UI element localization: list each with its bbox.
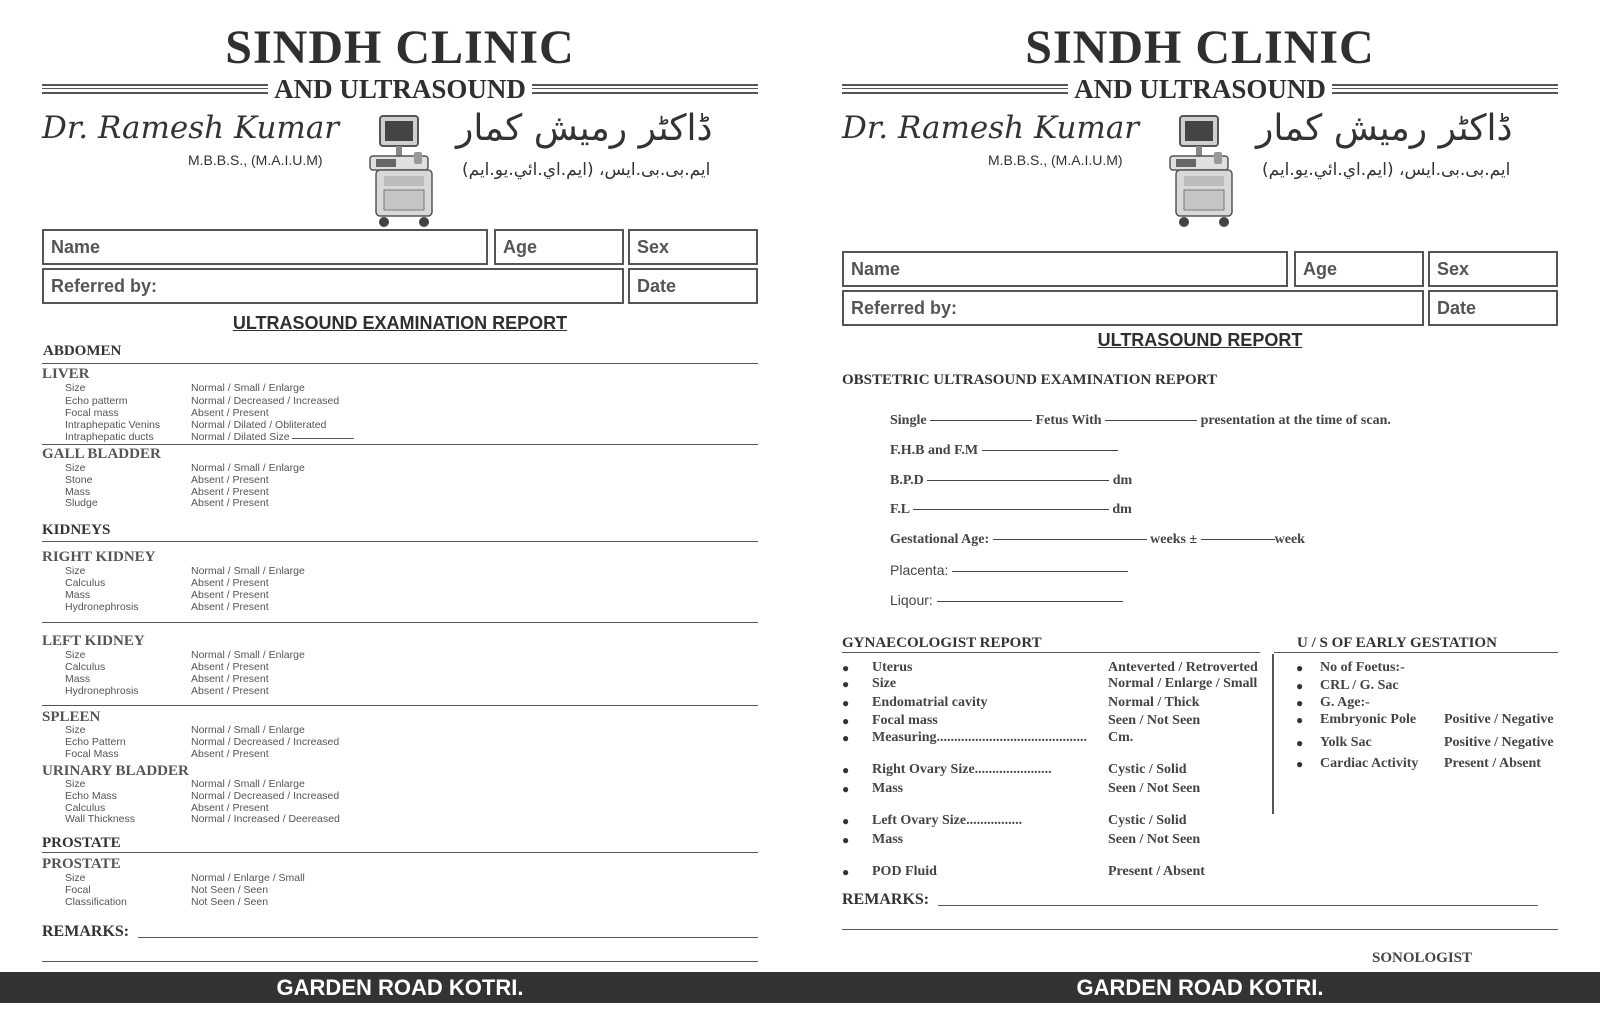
remarks-input-line[interactable] xyxy=(138,937,758,938)
gall-bladder-title: GALL BLADDER xyxy=(42,446,161,462)
divider xyxy=(842,84,1068,94)
row-value: Normal / Small / Enlarge xyxy=(191,724,305,736)
obstetric-row-placenta xyxy=(890,562,1128,578)
row-value: Normal / Dilated Size xyxy=(191,431,290,443)
remarks-input-line[interactable] xyxy=(42,961,758,962)
bullet-icon: ● xyxy=(842,782,850,796)
gestational-age-label: Gestational Age: xyxy=(890,532,990,547)
clinic-subtitle-row xyxy=(42,74,758,104)
obstetric-title: OBSTETRIC ULTRASOUND EXAMINATION REPORT xyxy=(842,372,1217,388)
row-label: Focal mass xyxy=(65,407,119,419)
row-value: Normal / Decreased / Increased xyxy=(191,736,340,748)
list-item xyxy=(842,762,1262,780)
bpd-label: B.P.D xyxy=(890,473,924,488)
weeks-label: weeks ± xyxy=(1150,532,1198,547)
ultrasound-machine-icon xyxy=(366,114,444,235)
list-item xyxy=(1296,756,1558,774)
gynae-item-value: Present / Absent xyxy=(1108,864,1205,879)
footer-address: GARDEN ROAD KOTRI. xyxy=(800,972,1600,1003)
obstetric-row-liquor xyxy=(890,592,1123,608)
report-title: ULTRASOUND REPORT xyxy=(1097,330,1303,350)
early-item-label: G. Age:- xyxy=(1320,695,1370,710)
row-label: Hydronephrosis xyxy=(65,685,139,697)
gynae-item-label: Mass xyxy=(872,781,904,796)
gynae-item-value: Seen / Not Seen xyxy=(1108,713,1201,728)
row-label: Hydronephrosis xyxy=(65,601,139,613)
row-value: Normal / Small / Enlarge xyxy=(191,649,305,661)
row-label: Mass xyxy=(65,673,91,685)
spleen-section xyxy=(0,709,800,761)
section-kidneys: KIDNEYS xyxy=(42,522,111,538)
week-label: week xyxy=(1274,532,1305,547)
prostate-section xyxy=(0,856,800,908)
sex-field[interactable]: Sex xyxy=(628,229,758,265)
fhb-input-line[interactable] xyxy=(982,450,1118,451)
gynae-item-label: Endomatrial cavity xyxy=(872,695,988,710)
list-item xyxy=(842,832,1262,850)
list-item xyxy=(1296,712,1558,730)
gynae-item-value: Seen / Not Seen xyxy=(1108,781,1201,796)
single-input-line[interactable] xyxy=(930,420,1032,421)
row-label: Classification xyxy=(65,896,127,908)
divider xyxy=(42,622,758,623)
bullet-icon: ● xyxy=(842,814,850,828)
early-item-label: Cardiac Activity xyxy=(1320,756,1419,771)
row-label: Size xyxy=(65,382,86,394)
footer-address: GARDEN ROAD KOTRI. xyxy=(0,972,800,1003)
bullet-icon: ● xyxy=(842,714,850,728)
row-label: Echo Mass xyxy=(65,790,117,802)
bullet-icon: ● xyxy=(842,661,850,675)
gynae-item-value: Seen / Not Seen xyxy=(1108,832,1201,847)
list-item xyxy=(842,730,1262,748)
row-label: Size xyxy=(65,565,86,577)
bullet-icon: ● xyxy=(842,833,850,847)
urinary-bladder-title: URINARY BLADDER xyxy=(42,763,189,779)
row-value: Normal / Small / Enlarge xyxy=(191,565,305,577)
list-item xyxy=(842,864,1262,882)
gynae-title: GYNAECOLOGIST REPORT xyxy=(842,635,1042,651)
dm-unit: dm xyxy=(1112,473,1133,488)
obstetric-row-single xyxy=(890,413,1391,429)
right-kidney-section xyxy=(0,549,800,613)
date-field[interactable]: Date xyxy=(628,268,758,304)
row-value: Absent / Present xyxy=(191,685,269,697)
row-value: Absent / Present xyxy=(191,673,269,685)
row-value: Not Seen / Seen xyxy=(191,884,269,896)
presentation-input-line[interactable] xyxy=(1105,420,1197,421)
gynae-item-label: Mass xyxy=(872,832,904,847)
row-value: Normal / Decreased / Increased xyxy=(191,790,340,802)
clinic-subtitle: AND ULTRASOUND xyxy=(1074,73,1326,104)
divider xyxy=(42,852,758,853)
row-value: Not Seen / Seen xyxy=(191,896,269,908)
bullet-icon: ● xyxy=(1296,661,1304,675)
spleen-title: SPLEEN xyxy=(42,709,101,725)
divider xyxy=(42,363,758,364)
clinic-name: SINDH CLINIC xyxy=(225,21,575,74)
row-value: Absent / Present xyxy=(191,497,269,509)
gynae-item-label: Size xyxy=(872,676,897,691)
prostate-title: PROSTATE xyxy=(42,856,121,872)
row-value: Normal / Dilated / Obliterated xyxy=(191,419,327,431)
fill-line xyxy=(292,438,354,439)
divider xyxy=(42,541,758,542)
bullet-icon: ● xyxy=(842,677,850,691)
urinary-bladder-section xyxy=(0,763,800,827)
row-value: Normal / Small / Enlarge xyxy=(191,462,305,474)
list-item xyxy=(842,713,1262,731)
divider xyxy=(532,84,758,94)
bullet-icon: ● xyxy=(842,763,850,777)
fl-label: F.L xyxy=(890,502,910,517)
referred-by-field[interactable]: Referred by: xyxy=(42,268,624,304)
clinic-subtitle-row xyxy=(842,74,1558,104)
remarks-input-line[interactable] xyxy=(938,905,1538,906)
obstetric-row-fl xyxy=(890,502,1132,518)
doctor-name: Dr. Ramesh Kumar xyxy=(842,110,1140,146)
referred-by-field[interactable]: Referred by: xyxy=(842,290,1424,326)
row-label: Size xyxy=(65,724,86,736)
row-value: Absent / Present xyxy=(191,661,269,673)
early-item-label: CRL / G. Sac xyxy=(1320,678,1399,693)
bullet-icon: ● xyxy=(1296,736,1304,750)
row-label: Size xyxy=(65,649,86,661)
row-label: Stone xyxy=(65,474,93,486)
row-label: Intraphepatic ducts xyxy=(65,431,154,443)
qualifications-urdu: ایم.بی.بی.ایس، (ایم.اي.ائي.يو.ايم) xyxy=(462,160,711,180)
early-item-label: Yolk Sac xyxy=(1320,735,1372,750)
row-value: Absent / Present xyxy=(191,802,269,814)
obstetric-row-gestational-age xyxy=(890,532,1305,548)
gynae-item-label: Right Ovary Size...................... xyxy=(872,762,1052,777)
column-divider xyxy=(1272,654,1274,814)
section-prostate: PROSTATE xyxy=(42,835,121,851)
early-item-label: Embryonic Pole xyxy=(1320,712,1417,727)
bpd-input-line[interactable] xyxy=(927,480,1109,481)
liquor-label: Liqour: xyxy=(890,592,933,608)
row-value: Absent / Present xyxy=(191,589,269,601)
row-label: Calculus xyxy=(65,661,106,673)
gynae-item-label: Focal mass xyxy=(872,713,938,728)
row-value: Absent / Present xyxy=(191,474,269,486)
gynae-item-value: Cm. xyxy=(1108,730,1134,745)
row-value: Absent / Present xyxy=(191,601,269,613)
sex-field[interactable]: Sex xyxy=(1428,251,1558,287)
obstetric-row-fhb xyxy=(890,443,1118,459)
doctor-name: Dr. Ramesh Kumar xyxy=(42,110,340,146)
divider xyxy=(1332,84,1558,94)
divider xyxy=(42,705,758,706)
name-field[interactable]: Name xyxy=(842,251,1288,287)
gestational-week-input-line[interactable] xyxy=(1201,539,1275,540)
doctor-name-urdu: ڈاکٹر رمیش کمار xyxy=(456,108,713,149)
liquor-input-line[interactable] xyxy=(937,601,1123,602)
remarks-label: REMARKS: xyxy=(42,923,130,940)
early-gestation-title: U / S OF EARLY GESTATION xyxy=(1297,635,1497,651)
sonologist-label: SONOLOGIST xyxy=(1372,950,1473,966)
row-label: Echo Pattern xyxy=(65,736,126,748)
early-item-value: Positive / Negative xyxy=(1444,735,1554,750)
left-kidney-section xyxy=(0,633,800,697)
right-report-page xyxy=(800,0,1600,1034)
age-field[interactable]: Age xyxy=(494,229,624,265)
obstetric-row-bpd xyxy=(890,473,1132,489)
list-item xyxy=(842,813,1262,831)
name-field[interactable]: Name xyxy=(42,229,488,265)
list-item xyxy=(1296,660,1558,678)
gynae-item-value: Anteverted / Retroverted xyxy=(1108,660,1258,675)
row-value: Normal / Small / Enlarge xyxy=(191,382,305,394)
single-label: Single xyxy=(890,413,927,428)
gynae-item-value: Normal / Thick xyxy=(1108,695,1200,710)
fl-input-line[interactable] xyxy=(913,509,1109,510)
bullet-icon: ● xyxy=(1296,696,1304,710)
list-item xyxy=(1296,678,1558,696)
right-kidney-title: RIGHT KIDNEY xyxy=(42,549,156,565)
bullet-icon: ● xyxy=(1296,713,1304,727)
row-value: Normal / Decreased / Increased xyxy=(191,395,340,407)
row-label: Mass xyxy=(65,589,91,601)
gynae-item-label: Measuring........................................... xyxy=(872,730,1088,745)
row-value: Normal / Enlarge / Small xyxy=(191,872,305,884)
divider xyxy=(1274,652,1558,653)
list-item xyxy=(1296,695,1558,713)
gestational-weeks-input-line[interactable] xyxy=(993,539,1147,540)
left-kidney-title: LEFT KIDNEY xyxy=(42,633,145,649)
doctor-name-urdu: ڈاکٹر رمیش کمار xyxy=(1256,108,1513,149)
report-title: ULTRASOUND EXAMINATION REPORT xyxy=(232,313,568,333)
clinic-name: SINDH CLINIC xyxy=(1025,21,1375,74)
gynae-item-label: Left Ovary Size................ xyxy=(872,813,1023,828)
remarks-input-line[interactable] xyxy=(842,929,1558,930)
dm-unit: dm xyxy=(1112,502,1132,517)
list-item xyxy=(842,676,1262,694)
age-field[interactable]: Age xyxy=(1294,251,1424,287)
bullet-icon: ● xyxy=(1296,679,1304,693)
section-abdomen: ABDOMEN xyxy=(43,343,122,359)
row-label: Calculus xyxy=(65,802,106,814)
row-label: Focal Mass xyxy=(65,748,119,760)
gynae-item-value: Cystic / Solid xyxy=(1108,762,1187,777)
row-label: Intraphepatic Venins xyxy=(65,419,161,431)
row-label: Calculus xyxy=(65,577,106,589)
presentation-label: presentation at the time of scan. xyxy=(1200,413,1391,428)
bullet-icon: ● xyxy=(842,865,850,879)
fhb-label: F.H.B and F.M xyxy=(890,443,979,458)
early-item-label: No of Foetus:- xyxy=(1320,660,1405,675)
divider xyxy=(42,444,758,445)
gall-bladder-section xyxy=(0,446,800,510)
row-value: Absent / Present xyxy=(191,577,269,589)
row-value: Absent / Present xyxy=(191,748,269,760)
row-label: Size xyxy=(65,462,86,474)
row-value: Absent / Present xyxy=(191,486,269,498)
gynae-item-value: Cystic / Solid xyxy=(1108,813,1187,828)
gynae-item-value: Normal / Enlarge / Small xyxy=(1108,676,1258,691)
bullet-icon: ● xyxy=(842,731,850,745)
liver-section xyxy=(0,366,800,442)
fetus-with-label: Fetus With xyxy=(1035,413,1102,428)
early-item-value: Positive / Negative xyxy=(1444,712,1554,727)
row-label: Size xyxy=(65,778,86,790)
row-label: Size xyxy=(65,872,86,884)
liver-title: LIVER xyxy=(42,366,90,382)
list-item xyxy=(1296,735,1558,753)
row-label: Mass xyxy=(65,486,91,498)
clinic-subtitle: AND ULTRASOUND xyxy=(274,73,526,104)
early-item-value: Present / Absent xyxy=(1444,756,1541,771)
bullet-icon: ● xyxy=(1296,757,1304,771)
date-field[interactable]: Date xyxy=(1428,290,1558,326)
divider xyxy=(842,652,1260,653)
row-value: Normal / Small / Enlarge xyxy=(191,778,305,790)
doctor-qualifications: M.B.B.S., (M.A.I.U.M) xyxy=(188,152,323,168)
qualifications-urdu: ایم.بی.بی.ایس، (ایم.اي.ائي.يو.ايم) xyxy=(1262,160,1511,180)
divider xyxy=(42,84,268,94)
row-label: Wall Thickness xyxy=(65,813,136,825)
row-value: Normal / Increased / Deereased xyxy=(191,813,340,825)
row-label: Focal xyxy=(65,884,91,896)
list-item xyxy=(842,695,1262,713)
placenta-label: Placenta: xyxy=(890,562,949,578)
ultrasound-machine-icon xyxy=(1166,114,1244,235)
gynae-item-label: Uterus xyxy=(872,660,913,675)
placenta-input-line[interactable] xyxy=(952,571,1128,572)
remarks-label: REMARKS: xyxy=(842,891,930,908)
gynae-item-label: POD Fluid xyxy=(872,864,937,879)
doctor-qualifications: M.B.B.S., (M.A.I.U.M) xyxy=(988,152,1123,168)
bullet-icon: ● xyxy=(842,696,850,710)
row-value: Absent / Present xyxy=(191,407,269,419)
row-label: Sludge xyxy=(65,497,98,509)
list-item xyxy=(842,781,1262,799)
row-label: Echo patterm xyxy=(65,395,128,407)
